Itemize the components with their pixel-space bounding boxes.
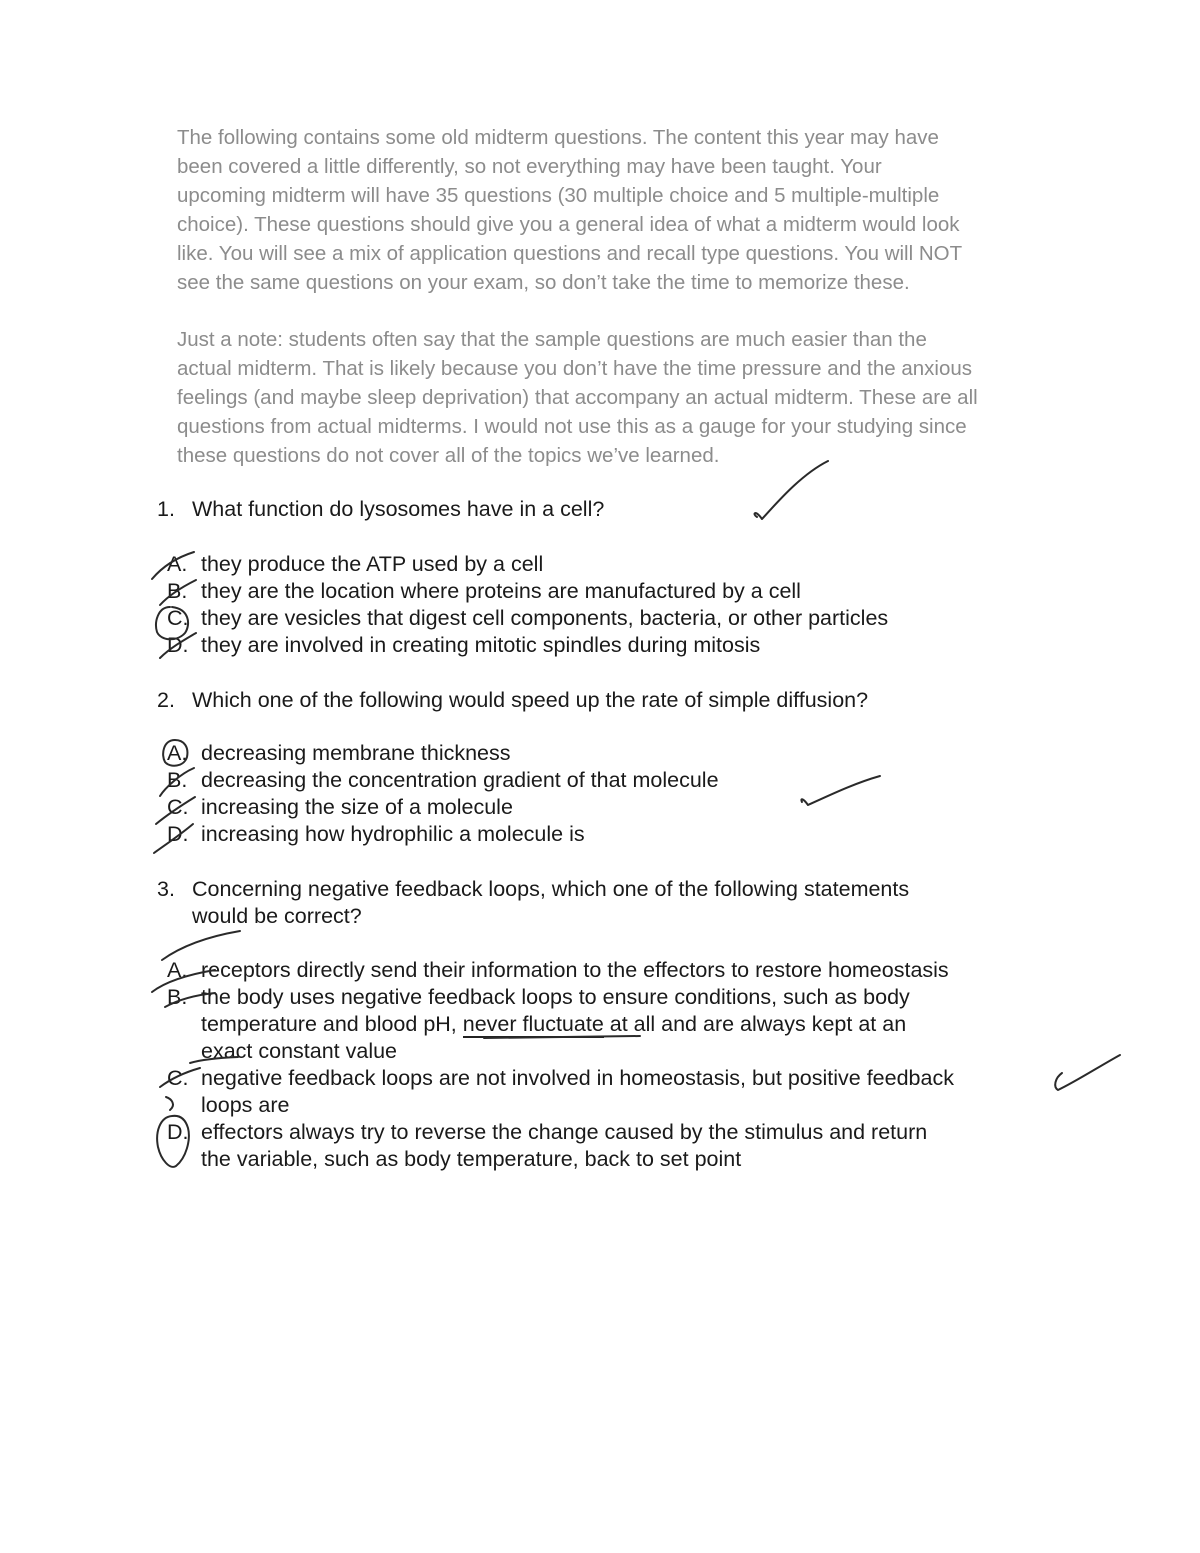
option-text: they are involved in creating mitotic spindles during mitosis	[201, 633, 761, 657]
check-mark-icon	[801, 776, 880, 805]
intro-line: upcoming midterm will have 35 questions (30 multiple choice and 5 multiple-multiple	[177, 184, 940, 207]
check-mark-icon	[1055, 1055, 1120, 1090]
intro-line: feelings (and maybe sleep deprivation) that accompany an actual midterm. These are all	[177, 386, 978, 409]
option-text: increasing how hydrophilic a molecule is	[201, 822, 585, 846]
option-text-line: the variable, such as body temperature, back to set point	[201, 1147, 742, 1171]
option-letter: B.	[167, 579, 188, 603]
option-letter: C.	[167, 795, 189, 819]
question-number: 3.	[157, 877, 175, 901]
option-text-fragment: at all and are always kept at an	[603, 1012, 907, 1036]
option-text-line: exact constant value	[201, 1039, 398, 1063]
option-text: they are the location where proteins are manufactured by a cell	[201, 579, 801, 603]
option-letter: D.	[167, 1120, 189, 1144]
option-text-fragment: temperature and blood pH,	[201, 1012, 463, 1036]
option-text: they are vesicles that digest cell components, bacteria, or other particles	[201, 606, 889, 630]
question-text: Which one of the following would speed up the rate of simple diffusion?	[192, 688, 869, 712]
option-text: the body uses negative feedback loops to ensure conditions, such as body	[201, 985, 910, 1009]
intro-line: see the same questions on your exam, so don’t take the time to memorize these.	[177, 271, 910, 294]
intro-line: actual midterm. That is likely because you don’t have the time pressure and the anxious	[177, 357, 972, 380]
option-letter: B.	[167, 768, 188, 792]
option-letter: A.	[167, 741, 188, 765]
option-text: effectors always try to reverse the change caused by the stimulus and return	[201, 1120, 928, 1144]
underlined-phrase: never fluctuate	[462, 1012, 604, 1036]
strike-mark-icon	[162, 931, 240, 960]
intro-paragraph-2	[177, 325, 1037, 470]
option-letter: C.	[167, 1066, 189, 1090]
option-letter: B.	[167, 985, 188, 1009]
option-text: increasing the size of a molecule	[201, 795, 513, 819]
intro-line: The following contains some old midterm questions. The content this year may have	[177, 126, 939, 149]
option-text: decreasing membrane thickness	[201, 741, 511, 765]
option-letter: D.	[167, 822, 189, 846]
option-letter: A.	[167, 552, 188, 576]
intro-line: choice). These questions should give you a general idea of what a midterm would look	[177, 213, 960, 236]
intro-line: questions from actual midterms. I would not use this as a gauge for your studying since	[177, 415, 967, 438]
option-letter: A.	[167, 958, 188, 982]
option-text-line: loops are	[201, 1093, 290, 1117]
option-text: they produce the ATP used by a cell	[201, 552, 544, 576]
intro-line: these questions do not cover all of the topics we’ve learned.	[177, 444, 720, 467]
option-letter: D.	[167, 633, 189, 657]
option-text-line	[201, 1011, 906, 1038]
question-text: would be correct?	[192, 904, 362, 928]
option-letter: C.	[167, 606, 189, 630]
intro-line: been covered a little differently, so not everything may have been taught. Your	[177, 155, 882, 178]
option-text: negative feedback loops are not involved in homeostasis, but positive feedback	[201, 1066, 954, 1090]
curl-mark-icon	[166, 1097, 173, 1110]
question-text: What function do lysosomes have in a cell?	[192, 497, 605, 521]
question-number: 1.	[157, 497, 175, 521]
question-text: Concerning negative feedback loops, which one of the following statements	[192, 877, 910, 901]
option-text: decreasing the concentration gradient of that molecule	[201, 768, 719, 792]
question-number: 2.	[157, 688, 175, 712]
intro-paragraph-1	[177, 123, 1037, 297]
intro-line: Just a note: students often say that the sample questions are much easier than the	[177, 328, 927, 351]
option-text: receptors directly send their information to the effectors to restore homeostasis	[201, 958, 949, 982]
intro-line: like. You will see a mix of application questions and recall type questions. You will NOT	[177, 242, 963, 265]
